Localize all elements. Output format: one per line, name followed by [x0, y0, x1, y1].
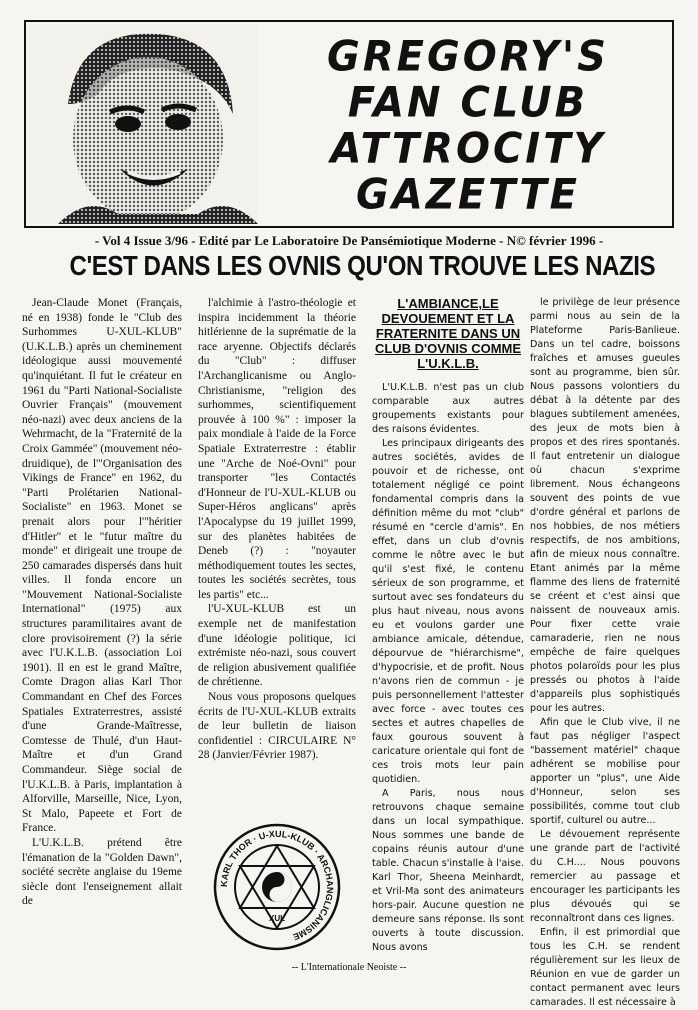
- article-paragraph: Enfin, il est primordial que tous les C.H. se rendent régulièrement sur les lieux de Réunion en vue de garder un contact permanent avec leurs camarades. Il est nécessaire à: [530, 927, 680, 1008]
- issue-line: - Vol 4 Issue 3/96 - Edité par Le Laboratoire De Pansémiotique Moderne - N© février 1996 -: [94, 233, 604, 248]
- article-paragraph: Nous vous proposons quelques écrits de l'U-XUL-KLUB extraits de leur bulletin de liaison confidentiel : CIRCULAIRE N° 28 (Janvier/Février 1987).: [198, 691, 356, 762]
- article-paragraph: Les principaux dirigeants des autres sociétés, avides de pouvoir et de richesse, ont totalement négligé ce point fondamental compris dans la définition même du mot "club" résumé en "cercle d'amis". En effet, dans un club d'ovnis comme le nôtre avec le but qu'il s'est fixé, le contenu sérieux de son programme, et surtout avec ses fondateurs du plus haut niveau, nous avons eu et voulons garder une ambiance amicale, détendue, dépourvue de "hiérarchisme", d'hypocrisie, et de profit. Nous n'avons rien de commun - je puis personnellement l'attester avec force - avec toutes ces sectes et autres chapelles de faux gourous souvent à caricature orientale qui font de ces trois mots leur pain quotidien.: [372, 438, 524, 785]
- article-column-1: [22, 296, 182, 909]
- seal-center-text: XUL: [269, 914, 285, 923]
- article-column-4: [530, 296, 680, 1010]
- article-paragraph: l'alchimie à l'astro-théologie et inspira incidemment la théorie hitlérienne de la suprématie de la race aryenne. Objectifs déclarés du "Club" : diffuser l'Archanglicanisme ou Anglo-Christianisme, "religion des surhommes, scientifiquement prouvée à 100 %" : imposer la paix mondiale à l'aide de la Force Spatiale Extraterrestre : établir une "Arche de Noé-Ovni" pour transporter "les Contactés d'Honneur de l'U-XUL-KLUB ou Super-Héros anglicans" après l'Apocalypse du 19 juillet 1999, sur des planètes habitées de Deneb (?) : "noyauter méthodiquement toutes les sectes, toutes les sociétés secrètes, tous les partis" etc...: [198, 297, 356, 601]
- article-paragraph: Jean-Claude Monet (Français, né en 1938) fonde le "Club des Surhommes U-XUL-KLUB" (U.K.L.B.) après un cheminement idéologique aussi mouvementé qu'inquiétant. Il fut le créateur en 1961 du "Parti National-Socialiste Ouvrier Français" (mouvement néo-nazi) avec deux anciens de la Wehrmacht, de la "Fraternité de la Croix Gammée" (mouvement néo-druidique), de l'"Organisation des Vikings de France" en 1962, du "Parti Prolétarien National-Socialiste" en 1963. Monet se prenait alors pour l'"héritier d'Hitler" et le "futur maître du monde" et dirigeait une troupe de 250 camarades dispersés dans huit villes. Il fonda encore un "Mouvement National-Socialiste International" (1975) aux structures paramilitaires avant de clore provisoirement (?) la série avec l'U.K.L.B. (association Loi 1901). Il en est le grand Maître, Comte Dragon alias Karl Thor Commandant en Chef des Forces Spatiales Extraterrestres, assisté d'une Grande-Maîtresse, Comtesse de Thulé, d'un Haut-Maître et d'un Grand Commandeur. Siège social de l'U.K.L.B. à Paris, implantation à Alforville, Marseille, Nice, Lyon, St Malo, Papeete et Fort de France.: [22, 297, 182, 835]
- masthead-line-2: FAN CLUB: [347, 78, 589, 128]
- article-column-3: [372, 296, 524, 955]
- footer-credit: -- L'Internationale Neoiste --: [291, 962, 407, 973]
- masthead-title: [268, 34, 668, 218]
- article-paragraph: Le dévouement représente une grande part de l'activité du C.H.... Nous pouvons remercier au passage et encourager les participants les plus dévoués qui se reconnaîtront dans ces lignes.: [530, 829, 680, 924]
- headline: C'EST DANS LES OVNIS QU'ON TROUVE LES NAZIS: [69, 250, 656, 281]
- article-paragraph: L'U.K.L.B. prétend être l'émanation de la "Golden Dawn", société secrète anglaise du 19eme siècle dont l'enseignement allait de: [22, 836, 182, 908]
- article-paragraph: A Paris, nous nous retrouvons chaque semaine dans un local sympathique. Nous sommes une bande de copains réunis autour d'une table. Chacun s'installe à l'aise. Karl Thor, Sheena Meinhardt, et Vril-Ma sont des animateurs hors-pair. Aucune question ne demeure sans réponse. Ils sont ouverts à toute discussion. Nous avons: [372, 788, 524, 953]
- article-paragraph: Afin que le Club vive, il ne faut pas négliger l'aspect "bassement matériel" chaque adhérent se mobilise pour apporter un "plus", une Aide d'Honneur, selon ses possibilités, comme tout club sportif, culturel ou autre...: [530, 717, 680, 826]
- article-paragraph: le privilège de leur présence parmi nous au sein de la Plateforme Paris-Banlieue. Dans un tel cadre, boissons fraîches et amuses gueules sont au programme, bien sûr. Nous passons volontiers du débat à la détente par des blagues subtilement amenées, des jeux de mots bien à propos et des rires spontanés. Il faut entretenir un dialogue où chacun s'exprime librement. Nous échangeons souvent des points de vue d'ordre général et parlons de nos hobbies, de nos métiers respectifs, de nos ambitions, afin de mieux nous connaître. Etant animés par la même flamme des liens de fraternité se créent et c'est ainsi que naissent de nouveaux amis. Pour fixer cette vraie camaraderie, rien ne nous empêche de faire quelques photos polaroïds pour les plus pressés ou photos à l'aide d'appareils plus sophistiqués pour les autres.: [530, 297, 680, 714]
- masthead-line-1: GREGORY'S: [327, 32, 609, 82]
- subheading: L'AMBIANCE,LE DEVOUEMENT ET LA FRATERNITE DANS UN CLUB D'OVNIS COMME L'U.K.L.B.: [374, 296, 522, 371]
- seal-ring-text: KARL THOR · U-XUL-KLUB · ARCHANGLICANISME: [218, 828, 336, 943]
- masthead-line-4: GAZETTE: [356, 170, 580, 220]
- uxul-klub-seal: [212, 822, 342, 952]
- boy-portrait-photo: [28, 24, 258, 224]
- article-paragraph: l'U-XUL-KLUB est un exemple net de manifestation d'une idéologie politique, ici extrémiste néo-nazi, sous couvert de religion abusivement qualifiée de chrétienne.: [198, 603, 356, 689]
- masthead-line-3: ATTROCITY: [330, 124, 606, 174]
- article-paragraph: L'U.K.L.B. n'est pas un club comparable aux autres groupements existants pour des raisons évidentes.: [372, 382, 524, 435]
- article-column-2: [198, 296, 356, 763]
